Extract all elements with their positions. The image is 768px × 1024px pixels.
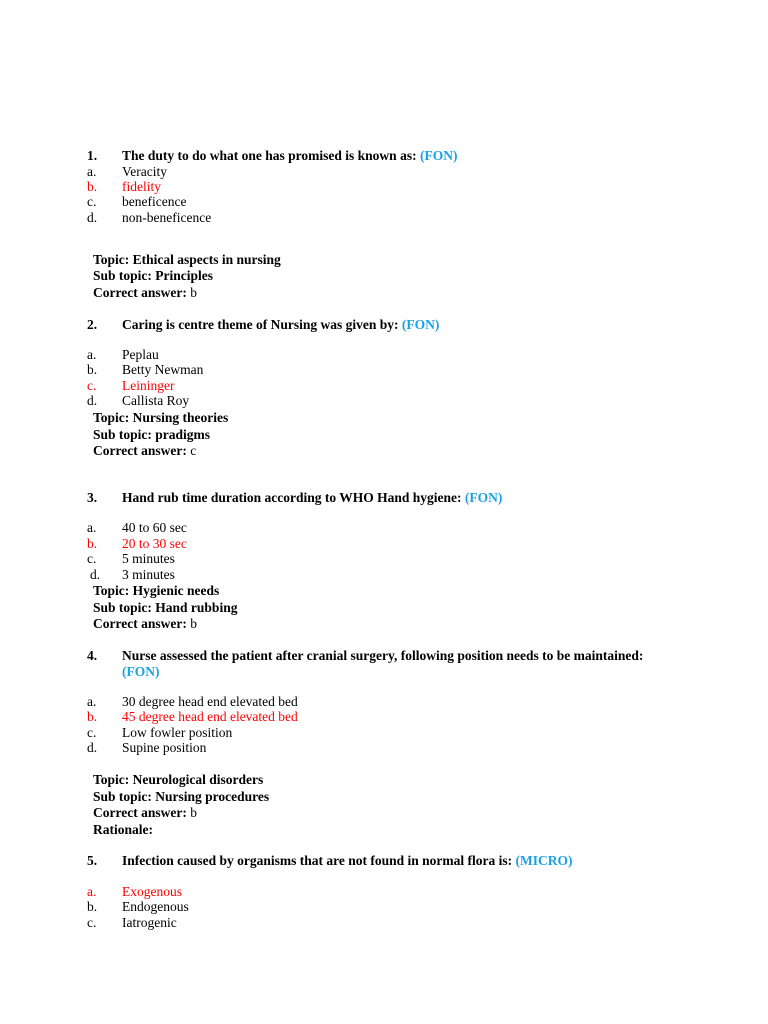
question-text: Caring is centre theme of Nursing was given by: (FON) — [122, 317, 440, 332]
answer-line: Correct answer: b — [93, 805, 197, 820]
question-number: 3. — [87, 490, 98, 505]
subject-tag: (MICRO) — [515, 853, 573, 868]
question-number: 5. — [87, 853, 98, 868]
subtopic-line: Sub topic: Nursing procedures — [93, 789, 270, 804]
rationale-line: Rationale: — [93, 822, 153, 837]
question-text: Hand rub time duration according to WHO Hand hygiene: (FON) — [122, 490, 503, 505]
subject-tag: (FON) — [464, 490, 503, 505]
document-page: 1. The duty to do what one has promised is known as: (FON) a. Veracity b. fidelity c. beneficence d. non-beneficence Topic: Ethical aspects in nursing Sub topic: Principles Correct answer: b 2. Caring is centre theme of Nursing was given by: (FON) a. Peplau b. Betty Newman c. Leininger d. Callista Roy Topic: Nursing theories Sub topic: pradigms Correct answer: c 3. Hand rub time duration according to WHO Hand hygiene: (FON) a. 40 to 60 sec b. 20 to 30 sec c. 5 minutes d. 3 minutes Topic: Hygienic needs Sub topic: Hand rubbing Correct answer: b 4. Nurse assessed the patient after cranial surgery, following position needs to be maintained: (FON) a. 30 degree head end elevated bed b. 45 degree head end elevated bed c. Low fowler position d. Supine position Topic: Neurological disorders Sub topic: Nursing procedures Correct answer: b Rationale: 5. Infection caused by organisms that are not found in normal flora is: (MICRO) a. Exogenous b. Endogenous c. Iatrogenic — [0, 0, 768, 1024]
topic-line: Topic: Neurological disorders — [93, 772, 264, 787]
question-number: 4. — [87, 648, 98, 663]
topic-line: Topic: Hygienic needs — [93, 583, 220, 598]
topic-line: Topic: Ethical aspects in nursing — [93, 252, 281, 267]
question-number: 1. — [87, 148, 98, 163]
question-text: Nurse assessed the patient after cranial surgery, following position needs to be maintained: (FON) — [122, 648, 644, 679]
subject-tag: (FON) — [122, 664, 160, 679]
question-text: The duty to do what one has promised is known as: (FON) — [122, 148, 458, 163]
question-text: Infection caused by organisms that are not found in normal flora is: (MICRO) — [122, 853, 573, 868]
subtopic-line: Sub topic: Hand rubbing — [93, 600, 238, 615]
subtopic-line: Sub topic: Principles — [93, 268, 214, 283]
subtopic-line: Sub topic: pradigms — [93, 427, 211, 442]
subject-tag: (FON) — [401, 317, 440, 332]
subject-tag: (FON) — [419, 148, 458, 163]
answer-line: Correct answer: b — [93, 616, 197, 631]
answer-line: Correct answer: b — [93, 285, 197, 300]
topic-line: Topic: Nursing theories — [93, 410, 229, 425]
answer-line: Correct answer: c — [93, 443, 197, 458]
question-number: 2. — [87, 317, 98, 332]
